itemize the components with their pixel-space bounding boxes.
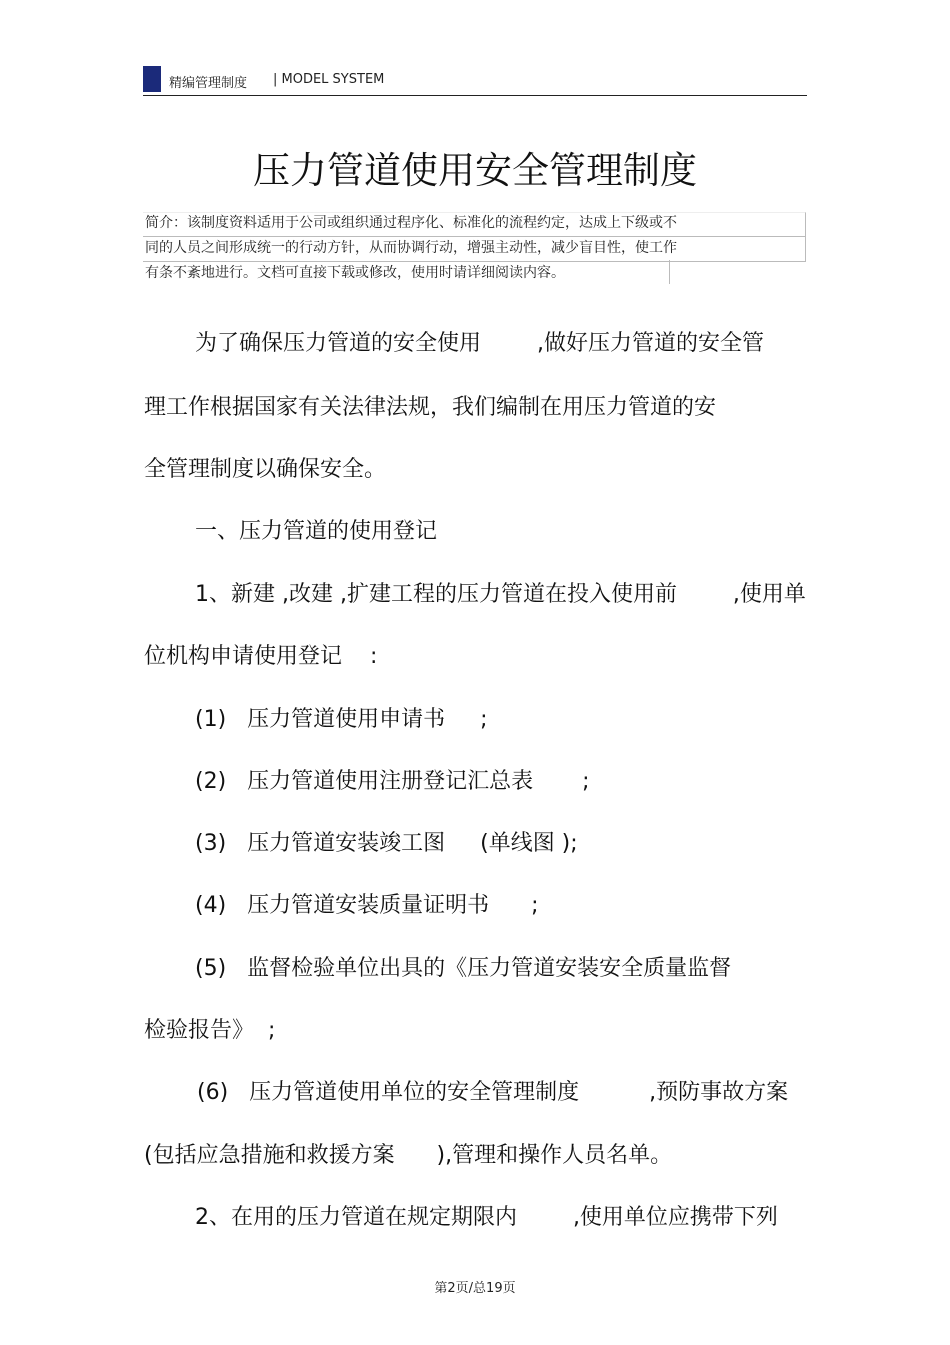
document-title: 压力管道使用安全管理制度 (253, 149, 697, 192)
header-model-system: | MODEL SYSTEM (273, 72, 385, 87)
list-item: (4) 压力管道安装质量证明书 ; (195, 893, 539, 918)
list-item: (6) 压力管道使用单位的安全管理制度 ,预防事故方案 (197, 1080, 789, 1105)
paragraph-line: 全管理制度以确保安全。 (144, 457, 387, 482)
page-number: 第2页/总19页 (434, 1281, 516, 1296)
paragraph-line: 位机构申请使用登记 : (144, 644, 378, 669)
list-item: (5) 监督检验单位出具的《压力管道安装安全质量监督 (195, 956, 732, 981)
paragraph-line: 检验报告》 ; (144, 1018, 276, 1043)
paragraph-line: 2、在用的压力管道在规定期限内 ,使用单位应携带下列 (195, 1205, 778, 1230)
intro-summary (145, 211, 807, 286)
list-item: (2) 压力管道使用注册登记汇总表 ; (195, 769, 590, 794)
paragraph-line: 为了确保压力管道的安全使用 ,做好压力管道的安全管 (195, 331, 764, 356)
paragraph-line: (包括应急措施和救援方案 ),管理和操作人员名单。 (144, 1143, 673, 1168)
header-brand: 精编管理制度 (169, 76, 248, 91)
paragraph-line: 理工作根据国家有关法律法规，我们编制在用压力管道的安 (144, 395, 717, 420)
list-item: (1) 压力管道使用申请书 ; (195, 707, 488, 732)
paragraph-line: 1、新建 ,改建 ,扩建工程的压力管道在投入使用前 ,使用单 (195, 582, 806, 607)
page-header (143, 66, 807, 96)
intro-line: 同的人员之间形成统一的行动方针，从而协调行动，增强主动性，减少盲目性，使工作 (145, 240, 677, 256)
intro-line: 简介：该制度资料适用于公司或组织通过程序化、标准化的流程约定，达成上下级或不 (145, 215, 677, 231)
logo-icon (143, 66, 161, 92)
list-item: (3) 压力管道安装竣工图 (单线图 ); (195, 831, 578, 856)
section-heading: 一、压力管道的使用登记 (195, 519, 438, 544)
intro-line: 有条不紊地进行。文档可直接下载或修改，使用时请详细阅读内容。 (145, 265, 565, 281)
